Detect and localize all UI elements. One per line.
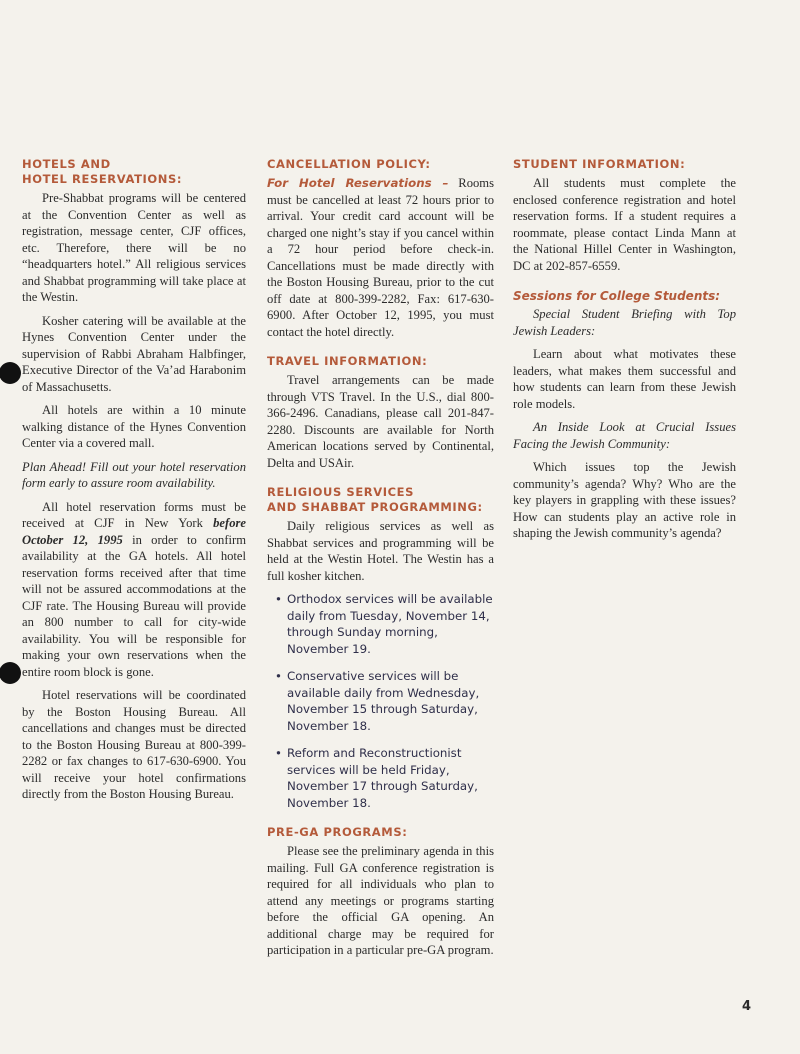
column-left [22, 157, 246, 817]
travel-body: Travel arrangements can be made through VTS Travel. In the U.S., dial 800-366-2496. Canadians, please call 201-847-2280. Discounts are available for North American locations served by Continental, Delta and USAir. [267, 373, 494, 470]
session-2-body: Which issues top the Jewish community’s agenda? Why? Who are the key players in grappling with these issues? How can students play an active role in shaping the Jewish community’s agenda? [513, 460, 736, 540]
sessions-section [513, 288, 736, 542]
religious-section [267, 485, 494, 811]
student-body: All students must complete the enclosed conference registration and hotel reservation forms. If a student requires a roommate, please contact Linda Mann at the National Hillel Center in Washington, DC at 202-857-6559. [513, 176, 736, 273]
list-item: • Conservative services will be available daily from Wednesday, November 15 through Saturday, November 18. [275, 668, 494, 734]
student-section [513, 157, 736, 274]
cancellation-lead: For Hotel Reservations – [267, 176, 449, 190]
cancellation-body [267, 175, 494, 340]
religious-heading-line2: AND SHABBAT PROGRAMMING: [267, 500, 483, 514]
hotels-para-6: Hotel reservations will be coordinated by the Boston Housing Bureau. All cancellations and changes must be directed to the Boston Housing Bureau at 800-399-2282 or fax changes to 617-630-6900. You will receive your hotel confirmations directly from the Boston Housing Bureau. [22, 688, 246, 801]
hotels-para-5-end: in order to confirm availability at the GA hotels. All hotel reservation forms received after that time will not be assured accommodations at the CJF rate. The Housing Bureau will provide an 800 number to call for city-wide availability. You will be responsible for making your own reservations when the entire room block is gone. [22, 532, 247, 679]
cancellation-section [267, 157, 494, 340]
session-2-title: An Inside Look at Crucial Issues Facing the Jewish Community: [513, 420, 736, 451]
religious-heading [267, 485, 494, 515]
binder-hole-bottom [0, 662, 21, 684]
column-middle [267, 157, 494, 973]
prega-body: Please see the preliminary agenda in this mailing. Full GA conference registration is required for all individuals who plan to attend any meetings or programs starting before the official GA opening. An additional charge may be required for participation in a particular pre-GA program. [267, 844, 494, 957]
student-heading: STUDENT INFORMATION: [513, 157, 686, 171]
travel-heading: TRAVEL INFORMATION: [267, 354, 428, 368]
prega-heading: PRE-GA PROGRAMS: [267, 825, 408, 839]
list-item: • Reform and Reconstructionist services will be held Friday, November 17 through Saturday, November 18. [275, 745, 494, 811]
list-item: • Orthodox services will be available daily from Tuesday, November 14, through Sunday morning, November 19. [275, 591, 494, 657]
hotels-para-3: All hotels are within a 10 minute walking distance of the Hynes Convention Center via a covered mall. [22, 403, 246, 450]
services-list [267, 591, 494, 811]
plan-ahead-note: Plan Ahead! Fill out your hotel reservation form early to assure room availability. [22, 459, 246, 490]
travel-section [267, 354, 494, 471]
cancellation-text: Rooms must be cancelled at least 72 hours prior to arrival. Your credit card account will be charged one night’s stay if you cancel within a 72 hour period before check-in. Cancellations must be made directly with the Boston Housing Bureau, prior to the cut off date at 800-399-2282, Fax: 617-630-6900. After October 12, 1995, you must contact the hotel directly. [267, 176, 494, 339]
hotels-heading-line2: HOTEL RESERVATIONS: [22, 172, 183, 186]
sessions-heading: Sessions for College Students: [513, 289, 721, 303]
hotels-para-5 [22, 499, 246, 681]
hotels-para-2: Kosher catering will be available at the Hynes Convention Center under the supervision of Rabbi Abraham Halbfinger, Executive Director of the Va’ad Harabonim of Massachusetts. [22, 313, 246, 394]
prega-section [267, 825, 494, 959]
cancellation-heading: CANCELLATION POLICY: [267, 157, 431, 171]
religious-body: Daily religious services as well as Shabbat services and programming will be held at the Westin Hotel. The Westin has a full kosher kitchen. [267, 519, 494, 583]
column-right [513, 157, 736, 556]
hotels-para-5-start: All hotel reservation forms must be received at CJF in New York [22, 499, 246, 530]
hotels-heading-line1: HOTELS AND [22, 157, 111, 171]
religious-heading-line1: RELIGIOUS SERVICES [267, 485, 414, 499]
deadline-emphasis: before October 12, 1995 [22, 516, 246, 547]
hotels-heading [22, 157, 246, 187]
session-1-body: Learn about what motivates these leaders, what makes them successful and how students can learn from these Jewish role models. [513, 347, 736, 411]
page-number: 4 [742, 999, 752, 1014]
hotels-para-1: Pre-Shabbat programs will be centered at the Convention Center as well as registration, message center, CJF offices, etc. Therefore, there will be no “headquarters hotel.” All religious services and Shabbat programming will take place at the Westin. [22, 191, 246, 304]
binder-hole-top [0, 362, 21, 384]
hotels-section [22, 157, 246, 803]
session-1-title: Special Student Briefing with Top Jewish Leaders: [513, 307, 736, 338]
